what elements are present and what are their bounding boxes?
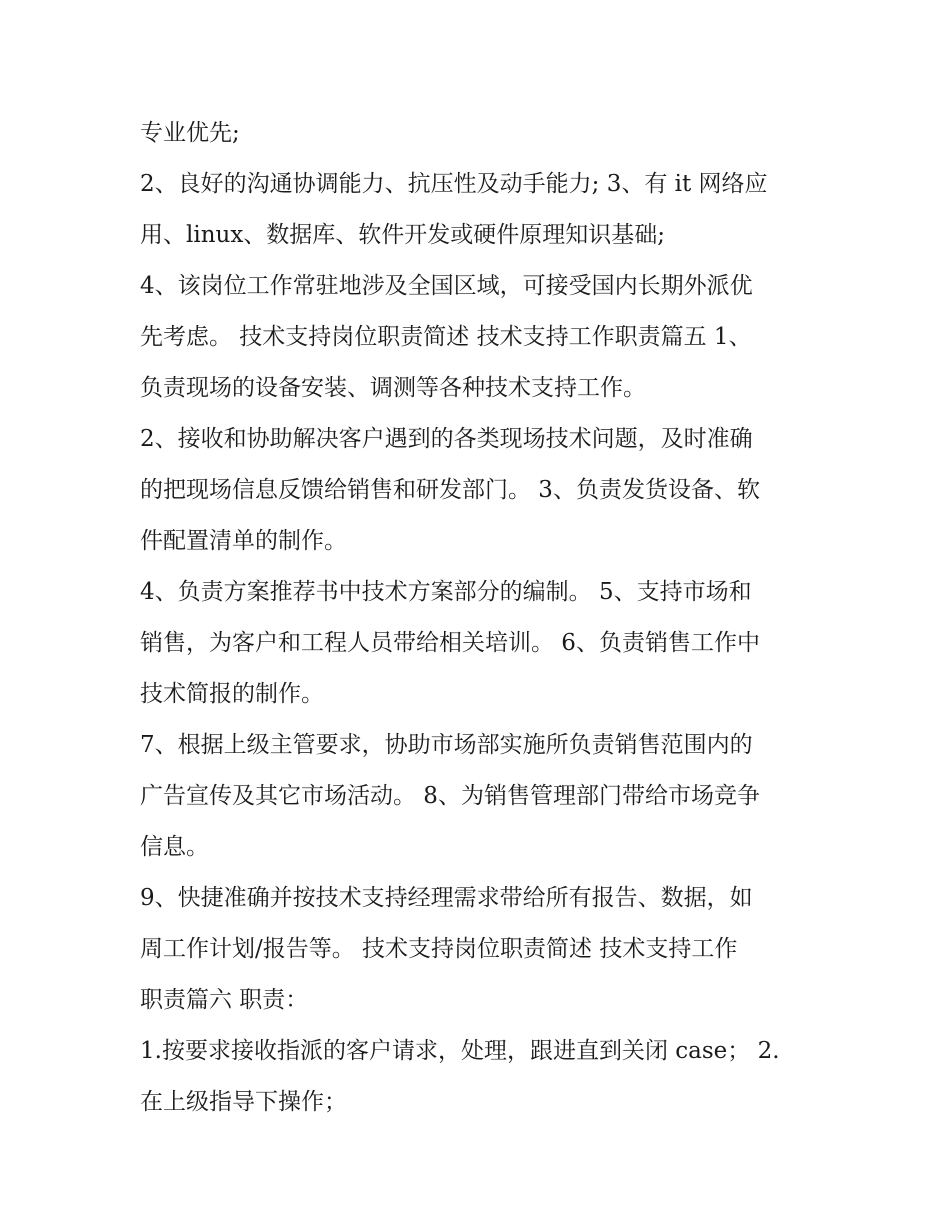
paragraph-1: [140, 108, 810, 159]
text-line: 在上级指导下操作；: [140, 1089, 347, 1115]
text-line: 技术简报的制作。: [140, 681, 324, 707]
text-line: 的把现场信息反馈给销售和研发部门。 3、负责发货设备、软: [140, 477, 760, 503]
paragraph-5: [140, 567, 810, 720]
text-line: 件配置清单的制作。: [140, 528, 347, 554]
document-body: [140, 108, 810, 1128]
paragraph-4: [140, 414, 810, 567]
paragraph-3: [140, 261, 810, 414]
text-line: 广告宣传及其它市场活动。 8、为销售管理部门带给市场竞争: [140, 783, 760, 809]
text-line: 用、linux、数据库、软件开发或硬件原理知识基础;: [140, 222, 666, 248]
text-line: 2、良好的沟通协调能力、抗压性及动手能力; 3、有 it 网络应: [140, 171, 768, 197]
text-line: 负责现场的设备安装、调测等各种技术支持工作。: [140, 375, 646, 401]
text-line: 4、负责方案推荐书中技术方案部分的编制。 5、支持市场和: [140, 579, 752, 605]
paragraph-6: [140, 720, 810, 873]
text-line: 7、根据上级主管要求，协助市场部实施所负责销售范围内的: [140, 732, 753, 758]
text-line: 先考虑。 技术支持岗位职责简述 技术支持工作职责篇五 1、: [140, 324, 752, 350]
text-line: 职责篇六 职责：: [140, 987, 309, 1013]
paragraph-7: [140, 873, 810, 1026]
paragraph-2: [140, 159, 810, 261]
text-line: 9、快捷准确并按技术支持经理需求带给所有报告、数据，如: [140, 885, 753, 911]
paragraph-8: [140, 1026, 810, 1128]
text-line: 销售，为客户和工程人员带给相关培训。 6、负责销售工作中: [140, 630, 760, 656]
text-line: 信息。: [140, 834, 209, 860]
text-line: 专业优先;: [140, 120, 240, 146]
text-line: 4、该岗位工作常驻地涉及全国区域，可接受国内长期外派优: [140, 273, 753, 299]
text-line: 1.按要求接收指派的客户请求，处理，跟进直到关闭 case； 2.: [140, 1038, 780, 1064]
text-line: 周工作计划/报告等。 技术支持岗位职责简述 技术支持工作: [140, 936, 738, 962]
text-line: 2、接收和协助解决客户遇到的各类现场技术问题，及时准确: [140, 426, 753, 452]
